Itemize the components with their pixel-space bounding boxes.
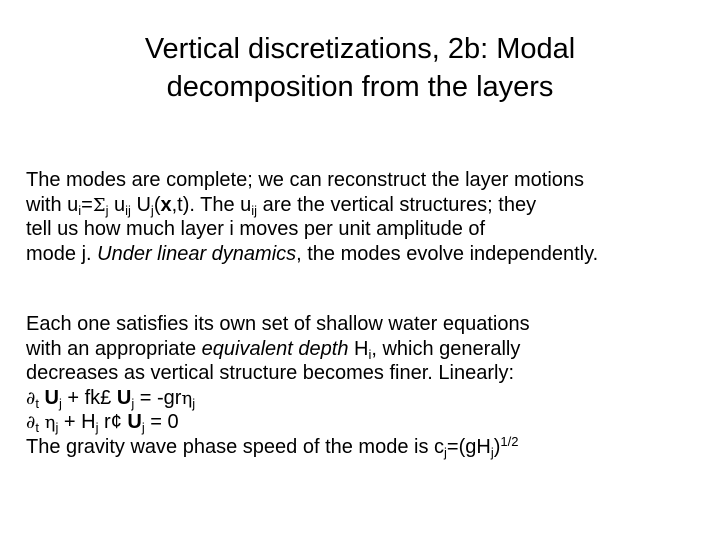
p1-line-3: tell us how much layer i moves per unit amplitude of: [26, 218, 486, 240]
slide-title: [0, 30, 720, 106]
p1-l2-text-b: The u: [194, 193, 252, 216]
eq1-mid: + fk£: [61, 386, 117, 409]
p1-line-2: [26, 193, 720, 218]
p1-l2-sub-i: i: [78, 202, 82, 218]
p1-l2-text-c: are the vertical structures; they: [257, 193, 537, 216]
p2-l6-sub-j: j: [444, 444, 447, 460]
p1-l2-eq: =: [81, 193, 93, 216]
eq1-sub-j2: j: [131, 395, 135, 411]
paragraph-modes-complete: [26, 168, 720, 266]
p2-l2-text-b: H: [348, 337, 369, 360]
eq2-end: = 0: [144, 411, 179, 433]
p2-l2-text-c: , which generally: [371, 337, 521, 360]
p2-l2-italic: equivalent depth: [201, 337, 349, 360]
p2-l2-sub-i: i: [368, 346, 372, 362]
p1-l2-U: U: [130, 193, 151, 216]
p2-l6-sub-j2: j: [490, 444, 494, 460]
eq2-U-bold: U: [127, 411, 142, 433]
eq2-sub-j3: j: [141, 420, 145, 435]
eq1-sub-j: j: [58, 395, 62, 411]
p2-line-3: decreases as vertical structure becomes finer. Linearly:: [26, 362, 514, 384]
p1-l2-text-a: with u: [26, 193, 79, 216]
eq2-sub-t: t: [35, 420, 39, 435]
p1-l2-args: ,t).: [171, 193, 195, 216]
eq2-r: r¢: [98, 411, 128, 433]
eq2-mid: + H: [58, 411, 96, 433]
p1-l2-sub-j2: j: [150, 202, 154, 218]
eta-symbol-2: η: [38, 412, 56, 433]
p2-line-2: [26, 337, 720, 362]
eta-symbol: η: [181, 387, 193, 409]
p1-l2-x-bold: x: [160, 193, 172, 216]
eq1-U2-bold: U: [116, 386, 132, 409]
partial-symbol: ∂: [26, 387, 36, 409]
partial-symbol-2: ∂: [26, 412, 36, 433]
eq1-U-bold: U: [38, 386, 59, 409]
momentum-equation: [26, 386, 720, 411]
p1-l4-text-b: , the modes evolve independently.: [296, 242, 599, 265]
eq1-sub-j3: j: [192, 395, 196, 411]
phase-speed-line: [26, 435, 720, 460]
p2-l6-sup: 1/2: [500, 433, 519, 449]
p1-line-4: [26, 242, 720, 267]
p1-l2-sub-ij: ij: [125, 202, 131, 218]
p1-l2-paren: (: [153, 193, 161, 216]
eq1-sub-t: t: [35, 395, 39, 411]
eq2-sub-j2: j: [95, 420, 99, 435]
p2-l6-text-a: The gravity wave phase speed of the mode is c: [26, 435, 445, 458]
p2-line-1: Each one satisfies its own set of shallow water equations: [26, 313, 530, 335]
paragraph-shallow-water: [26, 312, 720, 459]
p1-l2-sub-j: j: [105, 202, 109, 218]
p1-l2-u: u: [108, 193, 126, 216]
eq2-sub-j: j: [55, 420, 59, 435]
p2-l6-text-b: =(gH: [446, 435, 491, 458]
p2-l6-text-c: ): [493, 435, 501, 458]
p1-l2-sub-ij2: ij: [251, 202, 258, 218]
continuity-equation: [26, 410, 720, 435]
p2-l2-text-a: with an appropriate: [26, 337, 202, 360]
slide-title-line-1: Vertical discretizations, 2b: Modal: [144, 33, 576, 65]
p1-l4-italic: Under linear dynamics: [97, 242, 297, 265]
p1-line-1: The modes are complete; we can reconstruct the layer motions: [26, 169, 585, 191]
eq1-end: = -gr: [134, 386, 182, 409]
p1-l4-text-a: mode j.: [26, 242, 98, 265]
sigma-symbol: Σ: [92, 194, 106, 216]
slide-title-line-2: decomposition from the layers: [166, 71, 554, 103]
